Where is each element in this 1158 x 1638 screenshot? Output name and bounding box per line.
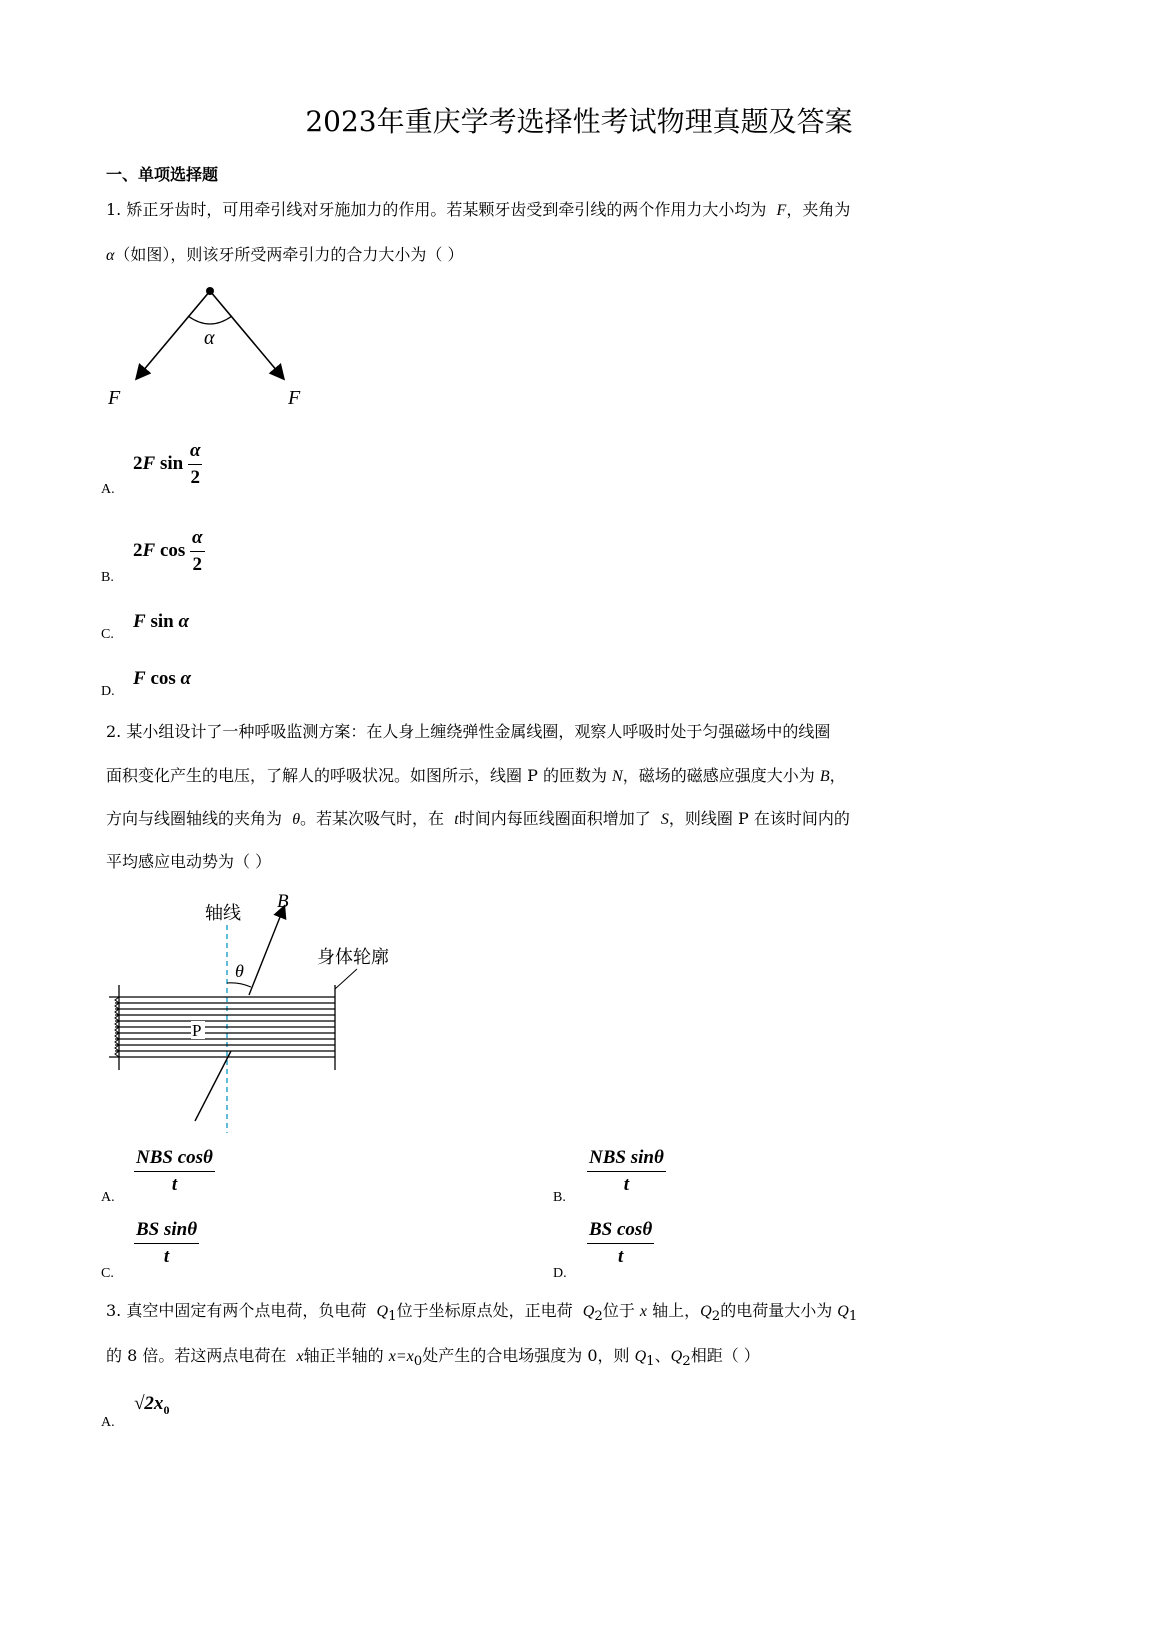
force-label-left: F — [108, 387, 121, 409]
coil-windings — [109, 997, 335, 1057]
q1-option-d-formula: F cos α — [133, 668, 192, 689]
q1-option-d-letter: D. — [101, 684, 115, 699]
q2-line4: 平均感应电动势为（ ） — [106, 852, 272, 871]
q1-option-b-formula: 2F cos $\frac{\alpha}{2}$ — [133, 527, 203, 575]
q1-option-a-letter: A. — [101, 482, 115, 497]
angle-arc — [188, 316, 232, 324]
q3-line2: 的 8 倍。若这两点电荷在 x轴正半轴的 $x=x_0$处产生的合电场强度为 0，则 $Q_1$、$Q_2$相距（ ） — [106, 1346, 760, 1370]
force-arrow-right — [210, 291, 283, 378]
q1-line2: α（如图），则该牙所受两牵引力的合力大小为（ ） — [106, 245, 464, 264]
q2-option-b-letter: B. — [553, 1190, 566, 1205]
q2-option-a-letter: A. — [101, 1190, 115, 1205]
theta-label: θ — [235, 961, 244, 981]
q3-option-a-formula: $√2x_0$ — [134, 1393, 170, 1417]
field-label-b: B — [277, 891, 289, 912]
field-line-lower — [195, 1051, 231, 1121]
q2-coil-diagram — [95, 885, 415, 1135]
q1-line1: 1. 矫正牙齿时，可用牵引线对牙施加力的作用。若某颗牙齿受到牵引线的两个作用力大小均为 F，夹角为 — [106, 200, 851, 219]
field-arrow-b — [249, 907, 284, 995]
axis-label: 轴线 — [205, 903, 241, 923]
q2-line1: 2. 某小组设计了一种呼吸监测方案：在人身上缠绕弹性金属线圈，观察人呼吸时处于匀强磁场中的线圈 — [106, 722, 831, 741]
q2-option-b-formula: $\frac{\text{NBS sinθ}}{t}$ — [589, 1147, 664, 1195]
q1-option-b-letter: B. — [101, 570, 114, 585]
q1-option-a-formula: 2F sin $\frac{\alpha}{2}$ — [133, 440, 201, 488]
angle-label-alpha: α — [204, 327, 215, 349]
body-label-leader — [335, 969, 357, 989]
q2-option-a-formula: $\frac{\text{NBS cosθ}}{t}$ — [136, 1147, 213, 1195]
force-label-right: F — [288, 387, 301, 409]
q2-line3: 方向与线圈轴线的夹角为 θ。若某次吸气时，在 t时间内每匝线圈面积增加了 S，则线圈 P 在该时间内的 — [106, 809, 850, 828]
force-arrow-left — [137, 291, 210, 378]
q2-option-c-formula: $\frac{\text{BS sinθ}}{t}$ — [136, 1219, 198, 1267]
q2-option-c-letter: C. — [101, 1266, 114, 1281]
coil-label-p: P — [192, 1021, 202, 1040]
q1-option-c-letter: C. — [101, 627, 114, 642]
body-outline-label: 身体轮廓 — [317, 947, 389, 967]
theta-arc — [227, 983, 251, 987]
q1-force-diagram — [100, 280, 330, 420]
section-heading: 一、单项选择题 — [106, 165, 219, 184]
q1-option-c-formula: F sin α — [133, 611, 189, 632]
q2-option-d-formula: $\frac{\text{BS cosθ}}{t}$ — [589, 1219, 653, 1267]
q3-option-a-letter: A. — [101, 1415, 115, 1430]
page-title: 2023年重庆学考选择性考试物理真题及答案 — [305, 105, 853, 138]
q2-option-d-letter: D. — [553, 1266, 567, 1281]
q2-line2: 面积变化产生的电压，了解人的呼吸状况。如图所示，线圈 P 的匝数为 N，磁场的磁感应强度大小为 B， — [106, 766, 846, 785]
q3-line1: 3. 真空中固定有两个点电荷，负电荷 $Q_1$位于坐标原点处，正电荷 $Q_2$位于 x 轴上，$Q_2$的电荷量大小为 $Q_1$ — [106, 1301, 858, 1325]
